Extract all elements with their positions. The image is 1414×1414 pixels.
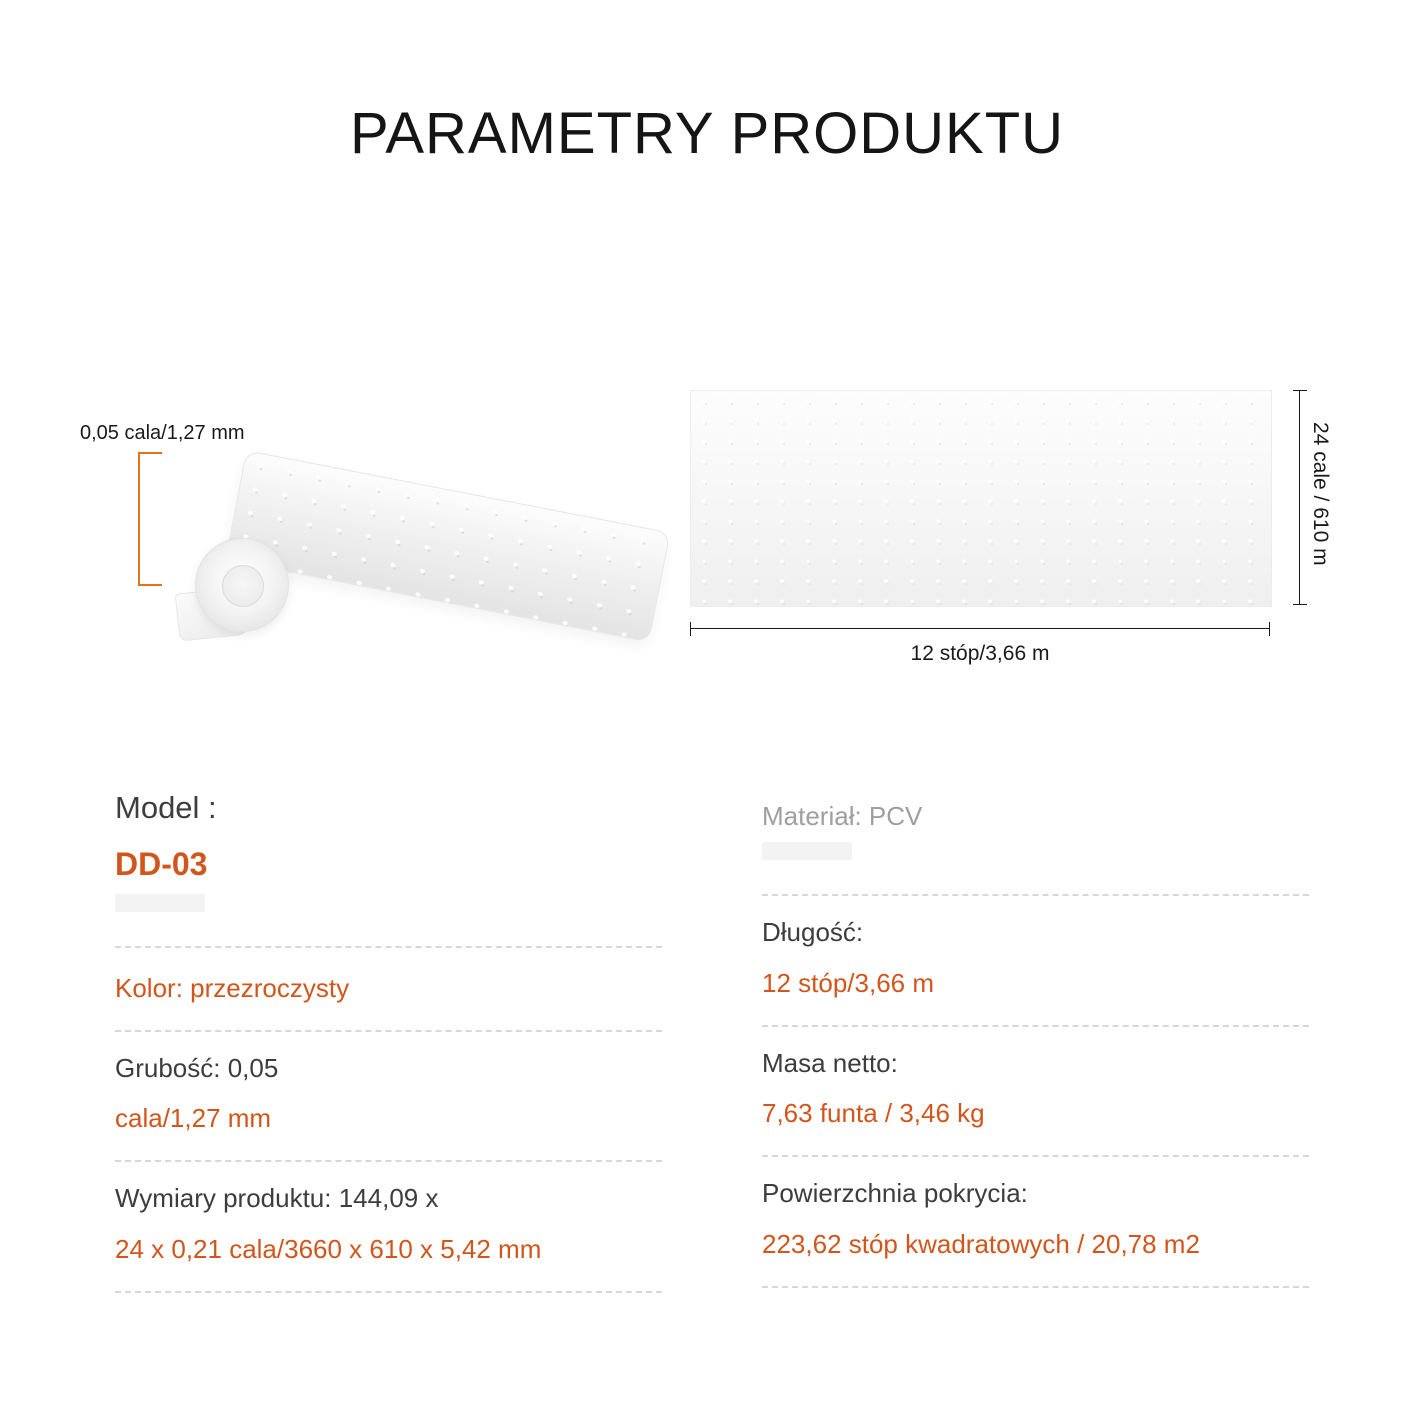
spec-row-material	[762, 780, 1309, 896]
spec-label-material: Materiał: PCV	[762, 801, 923, 831]
product-illustration	[0, 380, 1414, 700]
roll-graphic	[165, 430, 675, 650]
spec-label-dimensions: Wymiary produktu: 144,09 x	[115, 1183, 439, 1214]
spec-label-color: Kolor: przezroczysty	[115, 972, 350, 1003]
sheet-illustration	[680, 390, 1360, 680]
spec-label-weight: Masa netto:	[762, 1047, 898, 1078]
height-dimension-rule	[1299, 390, 1300, 605]
roll-end-cap-shape	[195, 538, 289, 632]
roll-body-shape	[225, 450, 670, 642]
spec-label-thickness: Grubość: 0,05	[115, 1052, 279, 1083]
spec-row-coverage	[762, 1157, 1309, 1288]
page-title: PARAMETRY PRODUKTU	[349, 101, 1065, 166]
spec-label-model: Model :	[115, 790, 217, 825]
width-dimension-label: 12 stóp/3,66 m	[910, 642, 1050, 665]
spec-row-model	[115, 780, 662, 948]
width-dimension-cap-right	[1269, 622, 1270, 636]
spec-value-weight: 7,63 funta / 3,46 kg	[762, 1098, 985, 1129]
height-dimension-line-icon	[1293, 390, 1307, 605]
ghost-bar	[115, 894, 205, 912]
spec-label-length: Długość:	[762, 917, 864, 948]
spec-column-right	[707, 780, 1414, 1293]
width-dimension-rule	[690, 628, 1270, 629]
spec-value-dimensions: 24 x 0,21 cala/3660 x 610 x 5,42 mm	[115, 1233, 542, 1264]
sheet-dot-texture	[691, 391, 1271, 606]
sheet-graphic	[690, 390, 1272, 607]
spec-value-thickness: cala/1,27 mm	[115, 1103, 272, 1134]
spec-column-left	[0, 780, 707, 1293]
width-dimension-line-icon	[690, 622, 1270, 636]
thickness-bracket-icon	[138, 452, 162, 586]
spec-placeholder-block	[115, 894, 662, 928]
height-dimension-cap-bottom	[1293, 604, 1307, 605]
specification-table	[0, 780, 1414, 1293]
spec-row-length	[762, 896, 1309, 1027]
spec-value-coverage: 223,62 stóp kwadratowych / 20,78 m2	[762, 1228, 1200, 1259]
roll-dot-texture	[226, 451, 669, 641]
spec-placeholder-block-right	[762, 842, 1309, 876]
height-dimension-cap-top	[1293, 390, 1307, 391]
thickness-callout-label: 0,05 cala/1,27 mm	[80, 422, 245, 444]
spec-row-thickness	[115, 1032, 662, 1163]
spec-value-length: 12 stóp/3,66 m	[762, 967, 934, 998]
width-dimension-cap-left	[690, 622, 691, 636]
spec-row-color	[115, 948, 662, 1032]
spec-row-weight	[762, 1027, 1309, 1158]
roll-illustration	[80, 390, 690, 680]
height-dimension-label: 24 cale / 610 m	[1309, 422, 1332, 566]
spec-value-model: DD-03	[115, 846, 208, 882]
spec-row-dimensions	[115, 1162, 662, 1293]
spec-label-coverage: Powierzchnia pokrycia:	[762, 1178, 1028, 1209]
ghost-bar-right	[762, 842, 852, 860]
